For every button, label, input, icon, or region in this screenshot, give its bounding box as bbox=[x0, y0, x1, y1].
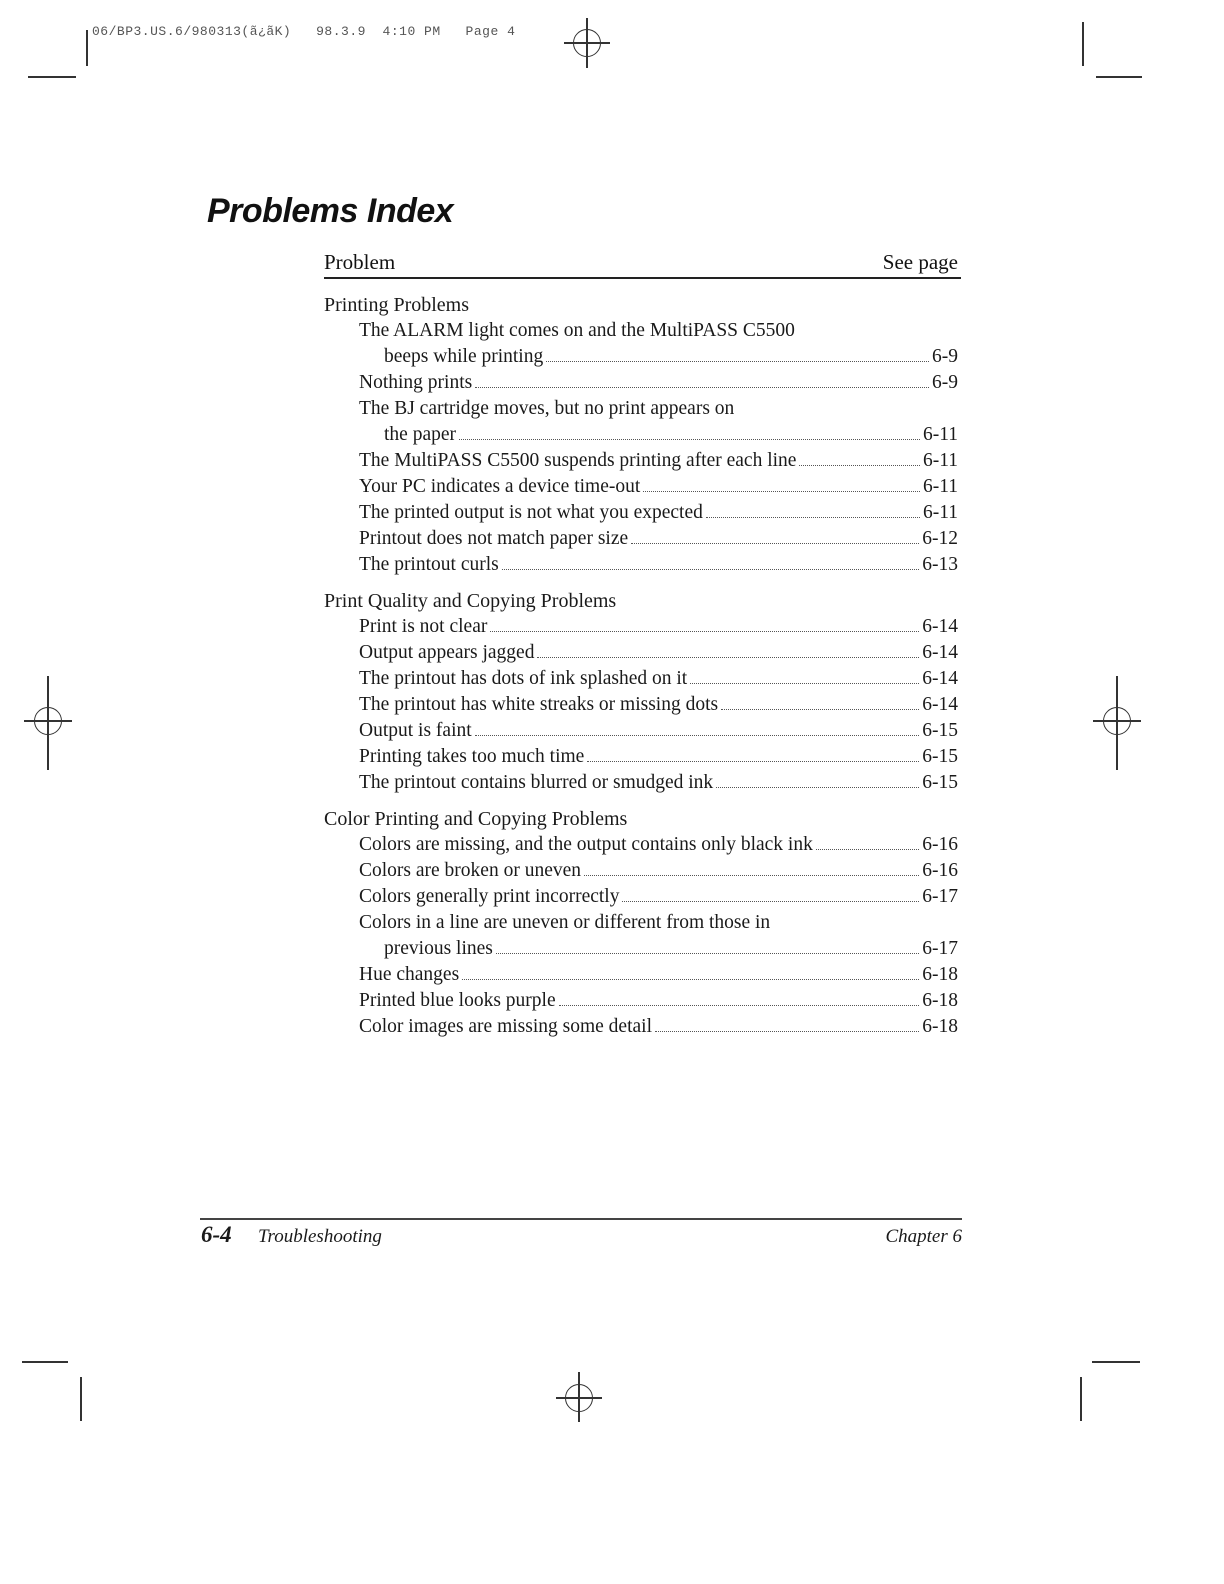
index-entry bbox=[324, 832, 958, 858]
index-entry bbox=[324, 396, 958, 448]
entry-text: Colors in a line are uneven or different from those in bbox=[359, 912, 771, 933]
entry-text: Output is faint bbox=[359, 720, 472, 741]
entry-page-ref: 6-14 bbox=[922, 642, 958, 663]
entry-text: the paper bbox=[384, 424, 457, 445]
index-entry bbox=[324, 744, 958, 770]
entry-text: previous lines bbox=[384, 938, 493, 959]
entry-text: Printout does not match paper size bbox=[359, 528, 629, 549]
see-page-column-label: See page bbox=[882, 250, 958, 274]
index-entry bbox=[324, 500, 958, 526]
dot-leader bbox=[622, 890, 919, 902]
entry-page-ref: 6-15 bbox=[922, 720, 958, 741]
index-entry bbox=[324, 770, 958, 796]
entry-page-ref: 6-15 bbox=[922, 746, 958, 767]
problem-column-label: Problem bbox=[324, 250, 396, 274]
entry-text: The MultiPASS C5500 suspends printing after each line bbox=[359, 450, 797, 471]
dot-leader bbox=[559, 994, 920, 1006]
index-entry bbox=[324, 640, 958, 666]
footer-page-number: 6-4 bbox=[201, 1222, 232, 1247]
dot-leader bbox=[706, 506, 920, 518]
entry-text: Your PC indicates a device time-out bbox=[359, 476, 641, 497]
entry-text: The printout has white streaks or missing dots bbox=[359, 694, 719, 715]
index-entry bbox=[324, 526, 958, 552]
entry-text: The printout curls bbox=[359, 554, 499, 575]
index-entry bbox=[324, 692, 958, 718]
section-title: Print Quality and Copying Problems bbox=[324, 590, 617, 612]
entry-page-ref: 6-18 bbox=[922, 990, 958, 1011]
index-entry bbox=[324, 988, 958, 1014]
dot-leader bbox=[721, 698, 919, 710]
entry-text: Output appears jagged bbox=[359, 642, 535, 663]
entry-text: The printout contains blurred or smudged ink bbox=[359, 772, 714, 793]
entry-text: beeps while printing bbox=[384, 346, 544, 367]
index-entry bbox=[324, 858, 958, 884]
entry-page-ref: 6-14 bbox=[922, 694, 958, 715]
index-entry bbox=[324, 910, 958, 962]
index-entry bbox=[324, 884, 958, 910]
index-entry bbox=[324, 666, 958, 692]
entry-page-ref: 6-9 bbox=[932, 372, 958, 393]
entry-text: Print is not clear bbox=[359, 616, 488, 637]
entry-page-ref: 6-11 bbox=[922, 424, 958, 445]
dot-leader bbox=[475, 376, 929, 388]
section-title: Printing Problems bbox=[324, 294, 470, 316]
dot-leader bbox=[462, 968, 919, 980]
dot-leader bbox=[475, 724, 920, 736]
dot-leader bbox=[716, 776, 919, 788]
dot-leader bbox=[655, 1020, 919, 1032]
entry-page-ref: 6-12 bbox=[922, 528, 958, 549]
entry-page-ref: 6-14 bbox=[922, 668, 958, 689]
entry-page-ref: 6-18 bbox=[922, 964, 958, 985]
entry-text: Colors are broken or uneven bbox=[359, 860, 582, 881]
problems-index-list bbox=[324, 292, 958, 1050]
dot-leader bbox=[587, 750, 919, 762]
print-slug: 06/BP3.US.6/980313(ã¿ãK) 98.3.9 4:10 PM Page 4 bbox=[92, 24, 516, 39]
entry-page-ref: 6-18 bbox=[922, 1016, 958, 1037]
header-divider bbox=[324, 277, 961, 279]
dot-leader bbox=[496, 942, 919, 954]
dot-leader bbox=[690, 672, 919, 684]
entry-page-ref: 6-13 bbox=[922, 554, 958, 575]
dot-leader bbox=[643, 480, 920, 492]
entry-text: Printing takes too much time bbox=[359, 746, 585, 767]
entry-page-ref: 6-11 bbox=[922, 476, 958, 497]
entry-text: Colors generally print incorrectly bbox=[359, 886, 620, 907]
index-section bbox=[324, 806, 958, 1040]
index-section bbox=[324, 588, 958, 796]
section-title: Color Printing and Copying Problems bbox=[324, 808, 628, 830]
entry-page-ref: 6-9 bbox=[932, 346, 958, 367]
entry-text: Hue changes bbox=[359, 964, 460, 985]
entry-page-ref: 6-16 bbox=[922, 834, 958, 855]
index-entry bbox=[324, 318, 958, 370]
index-entry bbox=[324, 370, 958, 396]
entry-page-ref: 6-15 bbox=[922, 772, 958, 793]
dot-leader bbox=[799, 454, 920, 466]
dot-leader bbox=[490, 620, 919, 632]
entry-text: The printout has dots of ink splashed on it bbox=[359, 668, 688, 689]
dot-leader bbox=[502, 558, 920, 570]
entry-text: The BJ cartridge moves, but no print appears on bbox=[359, 398, 735, 419]
entry-page-ref: 6-11 bbox=[922, 450, 958, 471]
index-entry bbox=[324, 552, 958, 578]
dot-leader bbox=[537, 646, 919, 658]
entry-page-ref: 6-16 bbox=[922, 860, 958, 881]
entry-text: Color images are missing some detail bbox=[359, 1016, 652, 1037]
footer-chapter-label: Chapter 6 bbox=[885, 1226, 962, 1247]
entry-page-ref: 6-11 bbox=[922, 502, 958, 523]
entry-page-ref: 6-17 bbox=[922, 938, 958, 959]
entry-text: Nothing prints bbox=[359, 372, 473, 393]
index-entry bbox=[324, 474, 958, 500]
entry-page-ref: 6-17 bbox=[922, 886, 958, 907]
index-entry bbox=[324, 448, 958, 474]
index-entry bbox=[324, 614, 958, 640]
dot-leader bbox=[631, 532, 919, 544]
index-entry bbox=[324, 1014, 958, 1040]
entry-text: Colors are missing, and the output contains only black ink bbox=[359, 834, 813, 855]
dot-leader bbox=[816, 838, 919, 850]
column-header bbox=[324, 250, 958, 275]
index-entry bbox=[324, 962, 958, 988]
entry-text: Printed blue looks purple bbox=[359, 990, 556, 1011]
index-entry bbox=[324, 718, 958, 744]
entry-page-ref: 6-14 bbox=[922, 616, 958, 637]
footer-divider bbox=[200, 1218, 962, 1220]
footer-section-title: Troubleshooting bbox=[258, 1226, 382, 1247]
dot-leader bbox=[584, 864, 919, 876]
entry-text: The printed output is not what you expected bbox=[359, 502, 703, 523]
index-section bbox=[324, 292, 958, 578]
dot-leader bbox=[546, 350, 929, 362]
entry-text: The ALARM light comes on and the MultiPASS C5500 bbox=[359, 320, 795, 341]
dot-leader bbox=[459, 428, 920, 440]
page-title: Problems Index bbox=[207, 192, 454, 230]
